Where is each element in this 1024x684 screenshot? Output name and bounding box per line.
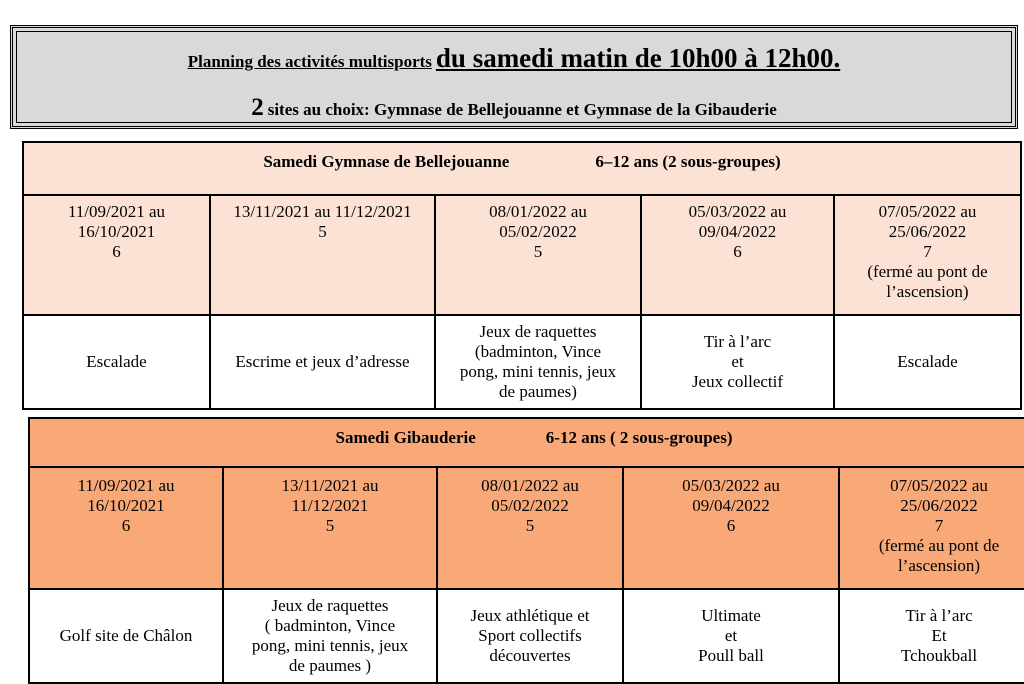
page-title-main: du samedi matin de 10h00 à 12h00. <box>435 43 841 73</box>
cell-text-line: 25/06/2022 <box>888 222 967 241</box>
activity-cell <box>29 589 223 683</box>
table-title-site: Samedi Gymnase de Bellejouanne <box>263 152 510 171</box>
period-cell <box>29 467 223 589</box>
activity-cell <box>623 589 839 683</box>
cell-text-line: 08/01/2022 au <box>489 202 587 221</box>
cell-text-line: 16/10/2021 <box>87 496 165 515</box>
activity-row <box>23 315 1021 409</box>
cell-text-line: Ultimate <box>701 606 761 625</box>
cell-text-line: 05/02/2022 <box>491 496 569 515</box>
cell-text-line: 05/03/2022 au <box>682 476 780 495</box>
period-cell <box>437 467 623 589</box>
cell-text-line: Tchoukball <box>900 646 978 665</box>
cell-text-line: Tir à l’arc <box>703 332 772 351</box>
cell-text-line: pong, mini tennis, jeux <box>251 636 409 655</box>
cell-text-line: 7 <box>923 242 932 261</box>
activity-cell <box>223 589 437 683</box>
period-cell <box>623 467 839 589</box>
activity-cell <box>839 589 1024 683</box>
cell-text-line: ( badminton, Vince <box>264 616 396 635</box>
cell-text-line: découvertes <box>489 646 571 665</box>
cell-text-line: 09/04/2022 <box>692 496 770 515</box>
cell-text-line: 5 <box>533 242 543 261</box>
cell-text-line: 05/02/2022 <box>499 222 577 241</box>
cell-text-line: Jeux de raquettes <box>479 322 597 341</box>
cell-text-line: 16/10/2021 <box>77 222 156 241</box>
cell-text-line: 07/05/2022 au <box>878 202 977 221</box>
cell-text-line: 11/09/2021 au <box>67 202 166 221</box>
page-title <box>17 43 1011 74</box>
table-title-site: Samedi Gibauderie <box>335 428 476 447</box>
activity-cell <box>23 315 210 409</box>
table-title-age: 6–12 ans (2 sous-groupes) <box>595 152 781 171</box>
table-title-age: 6-12 ans ( 2 sous-groupes) <box>545 428 733 447</box>
activity-cell <box>641 315 834 409</box>
cell-text-line: Golf site de Châlon <box>59 626 193 645</box>
cell-text-line: 5 <box>525 516 535 535</box>
schedule-table-gibauderie <box>28 417 1024 684</box>
cell-text-line: 6 <box>733 242 742 261</box>
table-title-gibauderie <box>29 418 1024 467</box>
cell-text-line: 11/09/2021 au <box>77 476 175 495</box>
activity-row <box>29 589 1024 683</box>
cell-text-line: 5 <box>325 516 335 535</box>
page-header <box>10 25 1018 129</box>
cell-text-line: 07/05/2022 au <box>890 476 988 495</box>
cell-text-line: et <box>731 352 744 371</box>
cell-text-line: 08/01/2022 au <box>481 476 579 495</box>
page-header-inner-border <box>16 31 1012 123</box>
period-cell <box>839 467 1024 589</box>
cell-text-line: 11/12/2021 <box>291 496 369 515</box>
cell-text-line: Et <box>931 626 947 645</box>
cell-text-line: Sport collectifs <box>478 626 582 645</box>
activity-cell <box>834 315 1021 409</box>
sites-count: 2 <box>251 94 264 121</box>
cell-text-line: Tir à l’arc <box>905 606 973 625</box>
period-row <box>23 195 1021 315</box>
period-cell <box>834 195 1021 315</box>
cell-text-line: Poull ball <box>698 646 764 665</box>
cell-text-line: (fermé au pont de <box>867 262 988 281</box>
period-cell <box>435 195 641 315</box>
cell-text-line: de paumes ) <box>288 656 372 675</box>
cell-text-line: Jeux de raquettes <box>271 596 389 615</box>
table-title-bellejouanne <box>23 142 1021 195</box>
activity-cell <box>437 589 623 683</box>
cell-text-line: Escrime et jeux d’adresse <box>235 352 410 371</box>
cell-text-line: Escalade <box>897 352 958 371</box>
page-subtitle <box>17 94 1011 122</box>
period-cell <box>23 195 210 315</box>
cell-text-line: pong, mini tennis, jeux <box>459 362 617 381</box>
cell-text-line: 7 <box>934 516 944 535</box>
cell-text-line: de paumes) <box>499 382 577 401</box>
cell-text-line: l’ascension) <box>897 556 981 575</box>
schedule-table-bellejouanne <box>22 141 1022 410</box>
sites-text: sites au choix: Gymnase de Bellejouanne et Gymnase de la Gibauderie <box>267 100 777 119</box>
cell-text-line: et <box>724 626 738 645</box>
cell-text-line: 05/03/2022 au <box>688 202 787 221</box>
activity-cell <box>210 315 435 409</box>
cell-text-line: (badminton, Vince <box>474 342 602 361</box>
cell-text-line: 13/11/2021 au 11/12/2021 <box>233 202 412 221</box>
cell-text-line: Jeux collectif <box>691 372 784 391</box>
cell-text-line: Escalade <box>86 352 147 371</box>
cell-text-line: 09/04/2022 <box>698 222 777 241</box>
cell-text-line: 6 <box>726 516 736 535</box>
period-cell <box>210 195 435 315</box>
activity-cell <box>435 315 641 409</box>
cell-text-line: (fermé au pont de <box>878 536 1000 555</box>
period-cell <box>641 195 834 315</box>
cell-text-line: 13/11/2021 au <box>281 476 379 495</box>
cell-text-line: Jeux athlétique et <box>470 606 590 625</box>
period-row <box>29 467 1024 589</box>
cell-text-line: 25/06/2022 <box>900 496 978 515</box>
period-cell <box>223 467 437 589</box>
cell-text-line: 6 <box>112 242 121 261</box>
page-title-prefix: Planning des activités multisports <box>187 52 432 71</box>
cell-text-line: l’ascension) <box>886 282 969 301</box>
cell-text-line: 6 <box>121 516 131 535</box>
cell-text-line: 5 <box>318 222 327 241</box>
